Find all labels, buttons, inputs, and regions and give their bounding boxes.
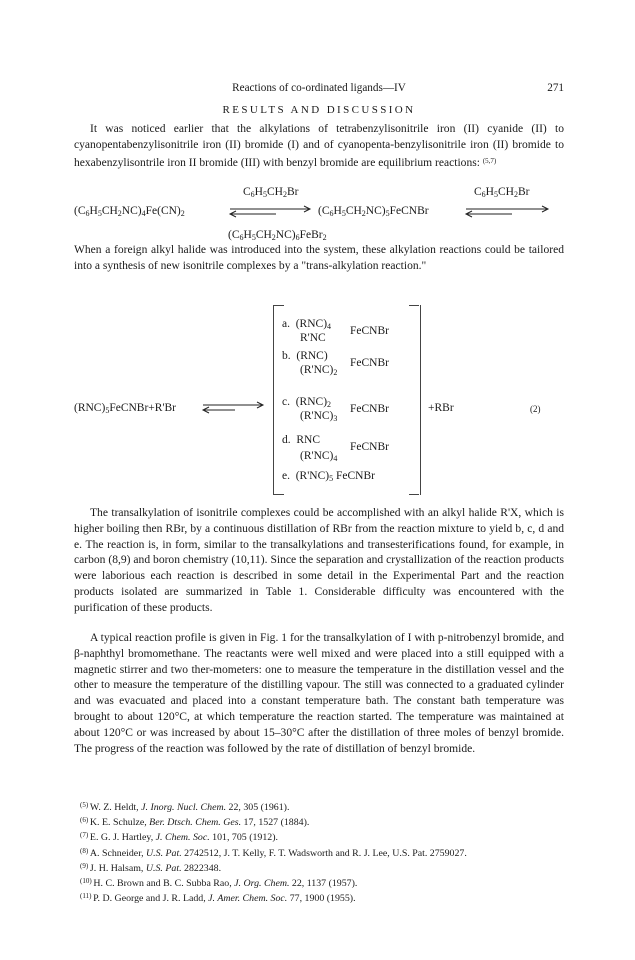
reference-number: (7): [80, 831, 90, 840]
eq1-equilibrium-arrow-1: [226, 204, 316, 218]
references-list: [80, 799, 570, 905]
reference-journal: U.S. Pat.: [145, 862, 185, 874]
reference-authors: A. Schneider,: [89, 847, 147, 859]
paragraph-1-refs: (5,7): [482, 156, 497, 165]
option-b-suffix: FeCNBr: [350, 357, 389, 369]
eq2-right-side: +RBr: [428, 402, 454, 414]
eq2-equilibrium-arrow: [199, 400, 269, 414]
bracket-tick: [409, 305, 419, 306]
reference-details: 77, 1900 (1955).: [289, 893, 356, 905]
reference-number: (11): [80, 892, 94, 901]
reference-journal: J. Inorg. Nucl. Chem.: [141, 802, 229, 813]
reference-authors: J. H. Halsam,: [89, 862, 146, 874]
paragraph-4: [74, 631, 564, 757]
eq1-product: $(C_6H_5CH_2NC)_6FeBr_2$: [228, 229, 327, 242]
reference-authors: W. Z. Heldt,: [89, 802, 142, 813]
reference-authors: K. E. Schulze,: [89, 817, 150, 829]
reference-details: 101, 705 (1912).: [212, 832, 278, 844]
bracket-tick: [409, 494, 419, 495]
reference-number: (9): [80, 861, 90, 870]
eq2-left-side: $(RNC)_5FeCNBr+R'Br$: [74, 402, 177, 415]
reference-number: (5): [80, 801, 90, 809]
option-c-line2: $(R'NC)_3$: [300, 410, 338, 423]
reference-item: [80, 829, 570, 844]
reference-details: 22, 1137 (1957).: [291, 878, 358, 890]
reference-item: [80, 875, 570, 890]
reference-journal: Ber. Dtsch. Chem. Ges.: [149, 817, 244, 829]
option-d: d. RNC: [282, 434, 321, 446]
option-c: c. $(RNC)_2$: [282, 396, 332, 409]
reference-item: [80, 890, 570, 905]
option-d-line2: $(R'NC)_4$: [300, 450, 338, 463]
paragraph-1: [74, 122, 564, 171]
paragraph-2: When a foreign alkyl halide was introduced into the system, these alkylation reactions could be tailored into a synthesis of new isonitrile complexes by a "trans-alkylation reaction.": [74, 244, 564, 272]
running-header: [74, 82, 564, 98]
reference-journal: J. Org. Chem.: [234, 878, 292, 890]
option-a: a. $(RNC)_4$: [282, 318, 332, 331]
reference-item: [80, 860, 570, 875]
eq1-intermediate: $(C_6H_5CH_2NC)_5FeCNBr$: [318, 205, 429, 218]
eq1-equilibrium-arrow-2: [462, 204, 554, 218]
reference-journal: J. Amer. Chem. Soc.: [208, 893, 290, 905]
bracket-tick: [274, 494, 284, 495]
option-b: b. (RNC): [282, 350, 328, 362]
option-b-line2: $(R'NC)_2$: [300, 364, 338, 377]
section-heading: RESULTS AND DISCUSSION: [222, 104, 416, 116]
reference-number: (8): [80, 846, 90, 855]
reference-authors: H. C. Brown and B. C. Subba Rao,: [93, 878, 235, 890]
option-d-suffix: FeCNBr: [350, 441, 389, 453]
paragraph-4-text: A typical reaction profile is given in Fig. 1 for the transalkylation of I with p-nitrobenzyl bromide, and β-naphthyl bromomethane. The reactants were well mixed and were placed into a still equipped with a magnetic stirrer and two ther-mometers: one to measure the temperature in the distillation vessel and the other to measure the temperature of the distilling vapour. The still was connected to a graduated cylinder and was evacuated and placed into a constant temperature bath. The constant bath temperature was brought to about 120°C, at which temperature the reaction started. The temperature was maintained at about 120°C or was increased by about 15–30°C after the distillation of three moles of benzyl bromide. The progress of the reaction was followed by the rate of distillation of benzyl bromide.: [74, 632, 564, 755]
reference-item: [80, 799, 570, 814]
option-e: e. $(R'NC)_5$ FeCNBr: [282, 470, 375, 483]
reference-authors: P. D. George and J. R. Ladd,: [93, 893, 209, 905]
reference-journal: J. Chem. Soc.: [155, 832, 213, 844]
reference-number: (10): [80, 877, 94, 886]
paragraph-3-text: The transalkylation of isonitrile complexes could be accomplished with an alkyl halide R'X, which is higher boiling then RBr, by a continuous distillation of RBr from the reaction mixture to yield b, c, d and e. The reaction is, in form, similar to the transalkylations and transesterifications found, for example, in carbon (8,9) and boron chemistry (10,11). Since the separation and crystallization of the reaction products were laborious each reaction is described in some detail in the Experimental Part and the reaction products isolated are summarized in Table 1. Considerable difficulty was encountered with the purification of these products.: [74, 507, 564, 614]
eq1-reagent-1: $C_6H_5CH_2Br$: [243, 186, 299, 199]
eq2-number: (2): [530, 404, 541, 414]
running-title: Reactions of co-ordinated ligands—IV: [232, 82, 406, 94]
reference-journal: U.S. Pat.: [146, 847, 185, 859]
reference-item: [80, 845, 570, 860]
reference-number: (6): [80, 816, 90, 825]
bracket-tick: [274, 305, 284, 306]
reference-authors: E. G. J. Hartley,: [89, 832, 156, 844]
reference-details: 17, 1527 (1884).: [243, 817, 310, 829]
option-a-suffix: FeCNBr: [350, 325, 389, 337]
paragraph-3: [74, 506, 564, 617]
eq1-reactant: $(C_6H_5CH_2NC)_4Fe(CN)_2$: [74, 205, 185, 218]
reference-details: 2822348.: [184, 862, 222, 874]
option-a-line2: R'NC: [300, 332, 326, 344]
page-number: 271: [547, 82, 564, 94]
eq1-reagent-2: $C_6H_5CH_2Br$: [474, 186, 530, 199]
option-c-suffix: FeCNBr: [350, 403, 389, 415]
reference-item: [80, 814, 570, 829]
reference-details: 2742512, J. T. Kelly, F. T. Wadsworth and R. J. Lee, U.S. Pat. 2759027.: [184, 847, 467, 859]
reference-details: 22, 305 (1961).: [228, 802, 290, 813]
paragraph-1-text: It was noticed earlier that the alkylations of tetrabenzylisonitrile iron (II) cyanide (II) to cyanopentabenzylisonitrile iron (II) bromide (I) and of cyanopenta-benzylisonitrile iron (II) bromide to hexabenzylisontrile iron II bromide (III) with benzyl bromide are equilibrium reactions:: [74, 123, 564, 169]
